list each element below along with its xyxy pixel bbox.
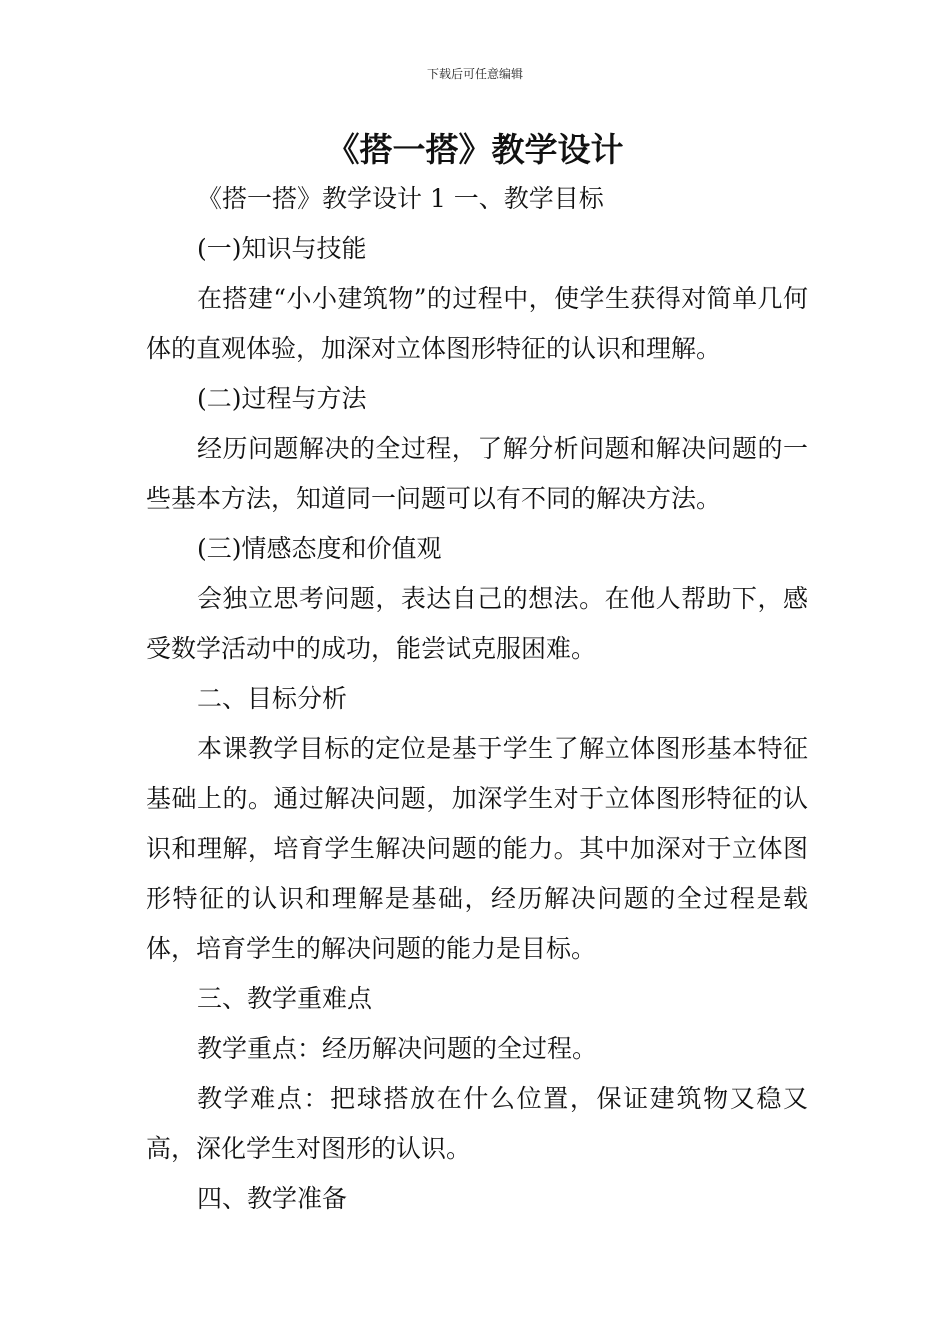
document-body [146,174,808,1224]
paragraph-key-point: 教学重点：经历解决问题的全过程。 [197,1034,598,1063]
paragraph-difficult-point: 教学难点：把球搭放在什么位置，保证建筑物又稳又高，深化学生对图形的认识。 [146,1084,808,1163]
header-note: 下载后可任意编辑 [426,67,523,81]
heading-process-methods: (二)过程与方法 [197,384,367,413]
document-title: 《搭一搭》教学设计 [326,130,624,169]
heading-knowledge-skills: (一)知识与技能 [197,234,367,263]
heading-goal-analysis: 二、目标分析 [197,684,348,713]
paragraph-subtitle: 《搭一搭》教学设计 1 一、教学目标 [197,184,604,213]
heading-key-difficult-points: 三、教学重难点 [197,984,373,1013]
paragraph-attitude-values: 会独立思考问题，表达自己的想法。在他人帮助下，感受数学活动中的成功，能尝试克服困难。 [146,584,808,663]
paragraph-goal-analysis: 本课教学目标的定位是基于学生了解立体图形基本特征基础上的。通过解决问题，加深学生对于立体图形特征的认识和理解，培育学生解决问题的能力。其中加深对于立体图形特征的认识和理解是基础，经历解决问题的全过程是载体，培育学生的解决问题的能力是目标。 [146,734,808,963]
heading-teaching-preparation: 四、教学准备 [197,1184,348,1213]
paragraph-knowledge-skills: 在搭建“小小建筑物”的过程中，使学生获得对简单几何体的直观体验，加深对立体图形特征的认识和理解。 [146,284,808,363]
heading-attitude-values: (三)情感态度和价值观 [197,534,442,563]
paragraph-process-methods: 经历问题解决的全过程，了解分析问题和解决问题的一些基本方法，知道同一问题可以有不同的解决方法。 [146,434,808,513]
